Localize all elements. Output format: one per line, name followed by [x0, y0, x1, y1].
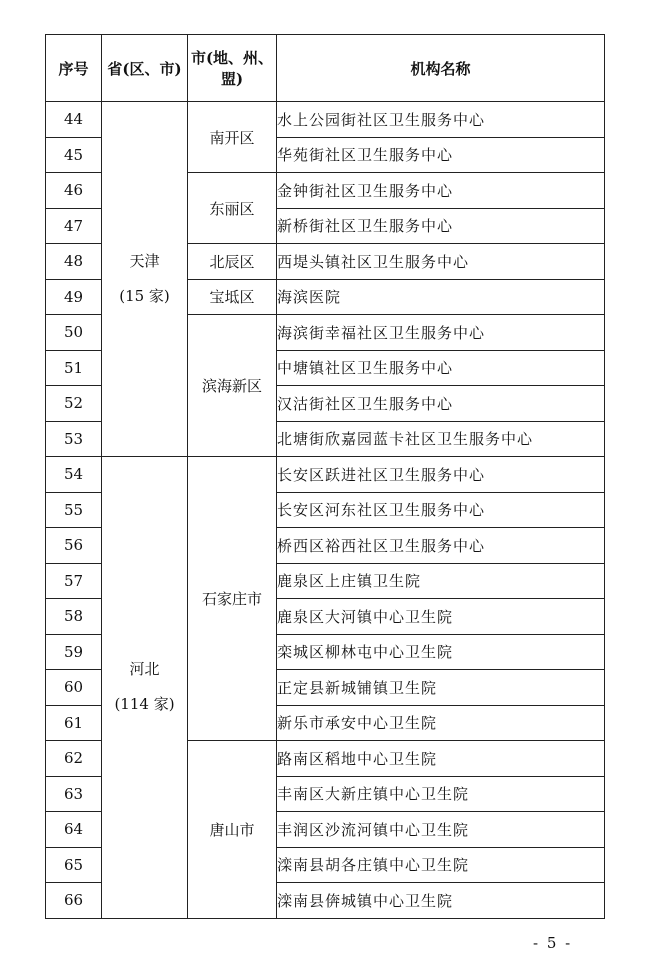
institution-name: 长安区河东社区卫生服务中心: [277, 492, 605, 528]
institution-name: 金钟街社区卫生服务中心: [277, 173, 605, 209]
institution-name: 海滨医院: [277, 279, 605, 315]
city-cell: 南开区: [188, 102, 277, 173]
row-index: 57: [46, 563, 102, 599]
institution-name: 鹿泉区大河镇中心卫生院: [277, 599, 605, 635]
institution-name: 汉沽街社区卫生服务中心: [277, 386, 605, 422]
city-cell: 东丽区: [188, 173, 277, 244]
city-cell: 石家庄市: [188, 457, 277, 741]
row-index: 56: [46, 528, 102, 564]
page-number: - 5 -: [533, 934, 573, 952]
row-index: 62: [46, 741, 102, 777]
row-index: 58: [46, 599, 102, 635]
province-cell: [102, 457, 188, 919]
header-institution: 机构名称: [277, 35, 605, 102]
institution-name: 华苑街社区卫生服务中心: [277, 137, 605, 173]
institution-name: 丰润区沙流河镇中心卫生院: [277, 812, 605, 848]
row-index: 63: [46, 776, 102, 812]
row-index: 49: [46, 279, 102, 315]
institution-name: 西堤头镇社区卫生服务中心: [277, 244, 605, 280]
header-city: 市(地、州、盟): [188, 35, 277, 102]
institution-name: 新乐市承安中心卫生院: [277, 705, 605, 741]
city-cell: 宝坻区: [188, 279, 277, 315]
row-index: 47: [46, 208, 102, 244]
row-index: 59: [46, 634, 102, 670]
city-cell: 滨海新区: [188, 315, 277, 457]
row-index: 44: [46, 102, 102, 138]
row-index: 45: [46, 137, 102, 173]
institution-table: [45, 34, 605, 919]
row-index: 64: [46, 812, 102, 848]
row-index: 48: [46, 244, 102, 280]
institution-name: 滦南县倴城镇中心卫生院: [277, 883, 605, 919]
institution-name: 桥西区裕西社区卫生服务中心: [277, 528, 605, 564]
province-count: (114 家): [114, 695, 175, 714]
institution-name: 海滨街幸福社区卫生服务中心: [277, 315, 605, 351]
institution-name: 正定县新城铺镇卫生院: [277, 670, 605, 706]
institution-name: 中塘镇社区卫生服务中心: [277, 350, 605, 386]
institution-name: 北塘街欣嘉园蓝卡社区卫生服务中心: [277, 421, 605, 457]
row-index: 46: [46, 173, 102, 209]
city-cell: 唐山市: [188, 741, 277, 919]
row-index: 60: [46, 670, 102, 706]
header-index: 序号: [46, 35, 102, 102]
institution-name: 长安区跃进社区卫生服务中心: [277, 457, 605, 493]
institution-name: 丰南区大新庄镇中心卫生院: [277, 776, 605, 812]
row-index: 66: [46, 883, 102, 919]
province-cell: [102, 102, 188, 457]
province-name: 河北: [129, 660, 160, 679]
province-name: 天津: [129, 252, 160, 270]
row-index: 54: [46, 457, 102, 493]
row-index: 53: [46, 421, 102, 457]
row-index: 61: [46, 705, 102, 741]
table-header-row: [46, 35, 605, 102]
row-index: 50: [46, 315, 102, 351]
row-index: 55: [46, 492, 102, 528]
institution-name: 路南区稻地中心卫生院: [277, 741, 605, 777]
institution-name: 鹿泉区上庄镇卫生院: [277, 563, 605, 599]
table-body: [46, 102, 605, 919]
institution-name: 滦南县胡各庄镇中心卫生院: [277, 847, 605, 883]
institution-name: 水上公园街社区卫生服务中心: [277, 102, 605, 138]
province-count: (15 家): [119, 287, 170, 305]
table-row: [46, 457, 605, 493]
row-index: 52: [46, 386, 102, 422]
institution-name: 栾城区柳林屯中心卫生院: [277, 634, 605, 670]
table-row: [46, 102, 605, 138]
city-cell: 北辰区: [188, 244, 277, 280]
row-index: 65: [46, 847, 102, 883]
institution-name: 新桥街社区卫生服务中心: [277, 208, 605, 244]
row-index: 51: [46, 350, 102, 386]
header-province: 省(区、市): [102, 35, 188, 102]
